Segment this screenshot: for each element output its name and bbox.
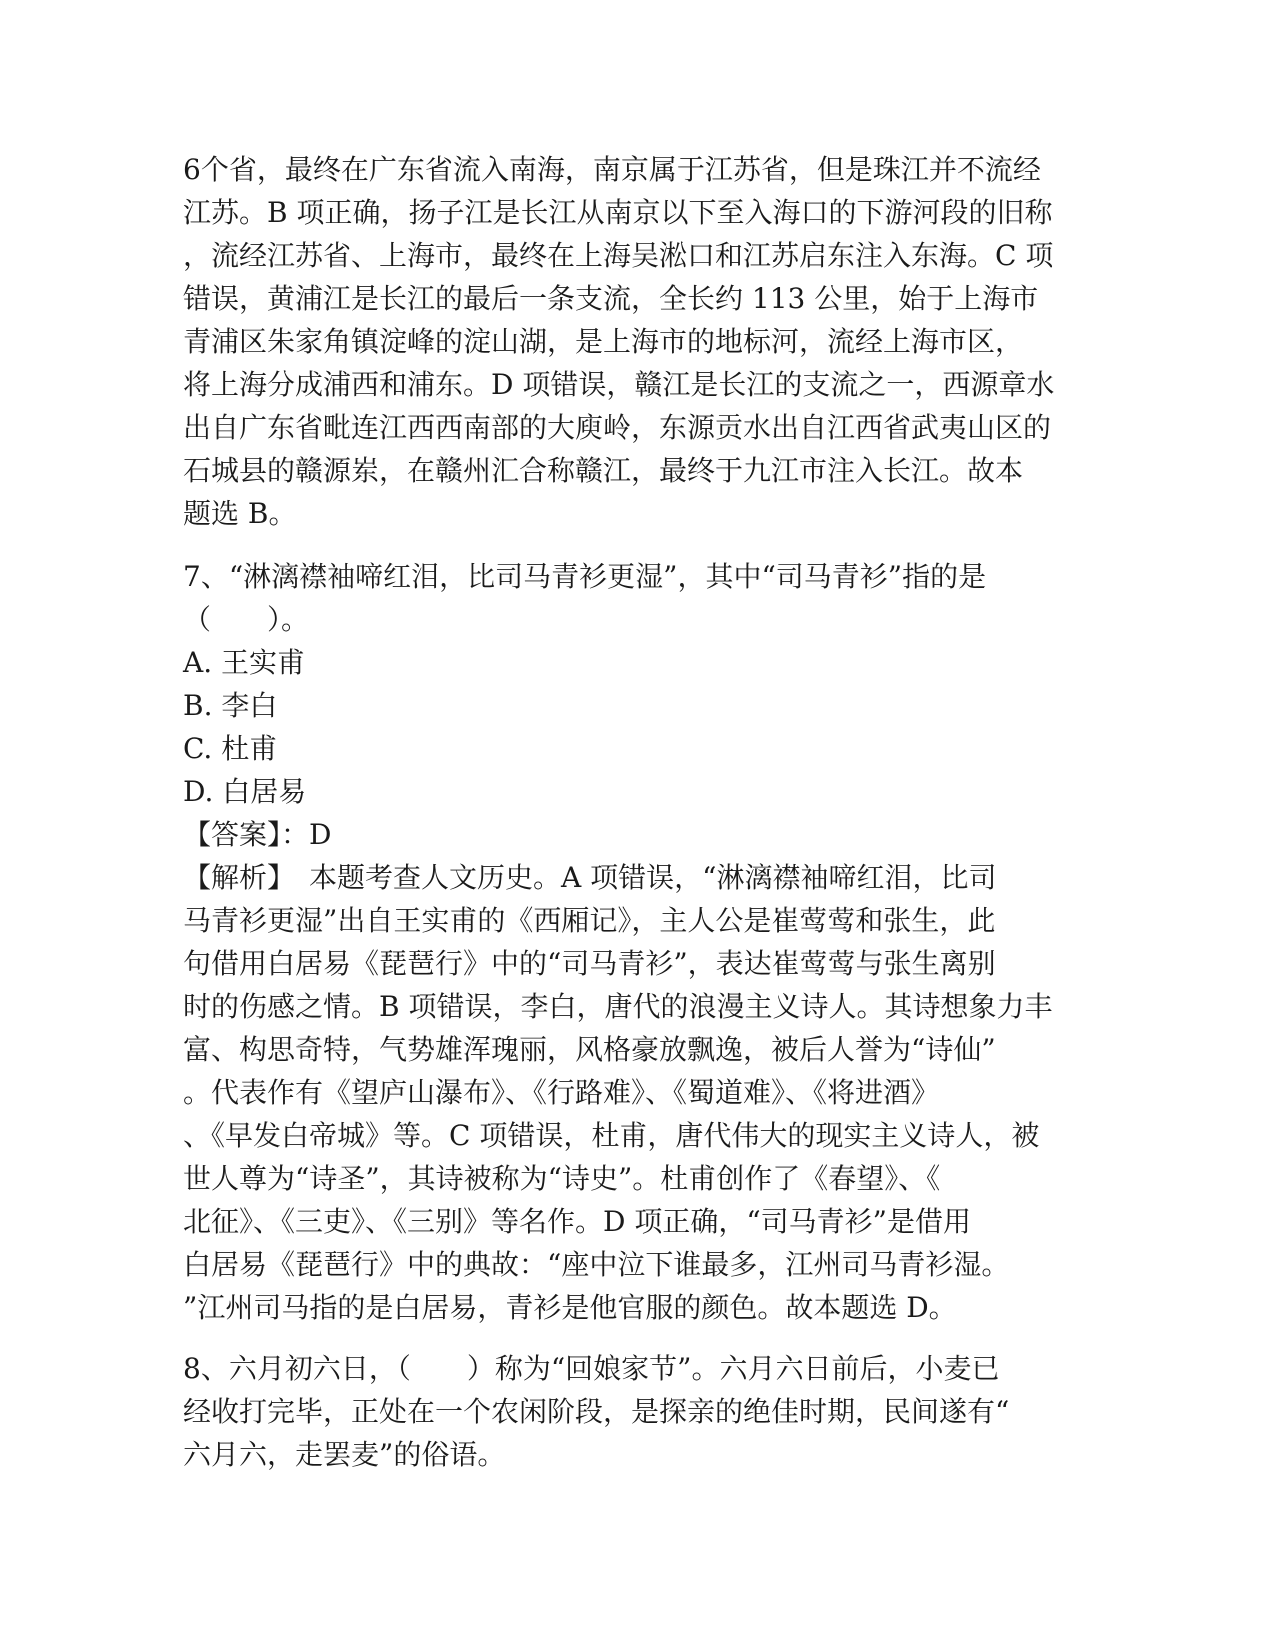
question-stem: 7、“淋漓襟袖啼红泪，比司马青衫更湿”，其中“司马青衫”指的是 [183,560,987,593]
text-line: 石城县的赣源岽，在赣州汇合称赣江，最终于九江市注入长江。故本 [183,454,1024,487]
question-8 [183,1347,1083,1476]
option-a: A. 王实甫 [183,646,306,679]
text-line: 6个省，最终在广东省流入南海，南京属于江苏省，但是珠江并不流经 [183,153,1041,186]
option-b: B. 李白 [183,689,278,722]
question-stem: （ ）。 [183,603,310,636]
explanation-line: 时的伤感之情。B 项错误，李白，唐代的浪漫主义诗人。其诗想象力丰 [183,990,1053,1023]
question-7 [183,555,1083,1329]
text-line: 青浦区朱家角镇淀峰的淀山湖，是上海市的地标河，流经上海市区， [183,325,1024,358]
explanation-line: 、《早发白帝城》等。C 项错误，杜甫，唐代伟大的现实主义诗人，被 [183,1119,1040,1152]
q6-explanation [183,148,1083,535]
text-line: 将上海分成浦西和浦东。D 项错误，赣江是长江的支流之一，西源章水 [183,368,1055,401]
explanation-line: 白居易《琵琶行》中的典故：“座中泣下谁最多，江州司马青衫湿。 [183,1248,1010,1281]
explanation-line: 富、构思奇特，气势雄浑瑰丽，风格豪放飘逸，被后人誉为“诗仙” [183,1033,996,1066]
text-line: 江苏。B 项正确，扬子江是长江从南京以下至入海口的下游河段的旧称 [183,196,1053,229]
explanation-line: 句借用白居易《琵琶行》中的“司马青衫”，表达崔莺莺与张生离别 [183,947,996,980]
document-page [183,148,1083,1476]
text-line: 题选 B。 [183,497,297,530]
spacer [183,535,1083,555]
text-line: 出自广东省毗连江西西南部的大庾岭，东源贡水出自江西省武夷山区的 [183,411,1052,444]
answer-line: 【答案】：D [183,818,332,851]
option-d: D. 白居易 [183,775,307,808]
explanation-line: 世人尊为“诗圣”，其诗被称为“诗史”。杜甫创作了《春望》、《 [183,1162,941,1195]
spacer [183,1329,1083,1347]
question-stem: 六月六，走罢麦”的俗语。 [183,1438,506,1471]
question-stem: 经收打完毕，正处在一个农闲阶段，是探亲的绝佳时期，民间遂有“ [183,1395,1010,1428]
explanation-line: 马青衫更湿”出自王实甫的《西厢记》，主人公是崔莺莺和张生，此 [183,904,996,937]
explanation-line: 北征》、《三吏》、《三别》等名作。D 项正确，“司马青衫”是借用 [183,1205,971,1238]
option-c: C. 杜甫 [183,732,278,765]
text-line: 错误，黄浦江是长江的最后一条支流，全长约 113 公里，始于上海市 [183,282,1039,315]
question-stem: 8、六月初六日，（ ）称为“回娘家节”。六月六日前后，小麦已 [183,1352,1000,1385]
explanation-line: ”江州司马指的是白居易，青衫是他官服的颜色。故本题选 D。 [183,1291,957,1324]
text-line: ，流经江苏省、上海市，最终在上海吴淞口和江苏启东注入东海。C 项 [183,239,1054,272]
explanation-line: 。代表作有《望庐山瀑布》、《行路难》、《蜀道难》、《将进酒》 [183,1076,940,1109]
explanation-line: 【解析】 本题考查人文历史。A 项错误，“淋漓襟袖啼红泪，比司 [183,861,997,894]
